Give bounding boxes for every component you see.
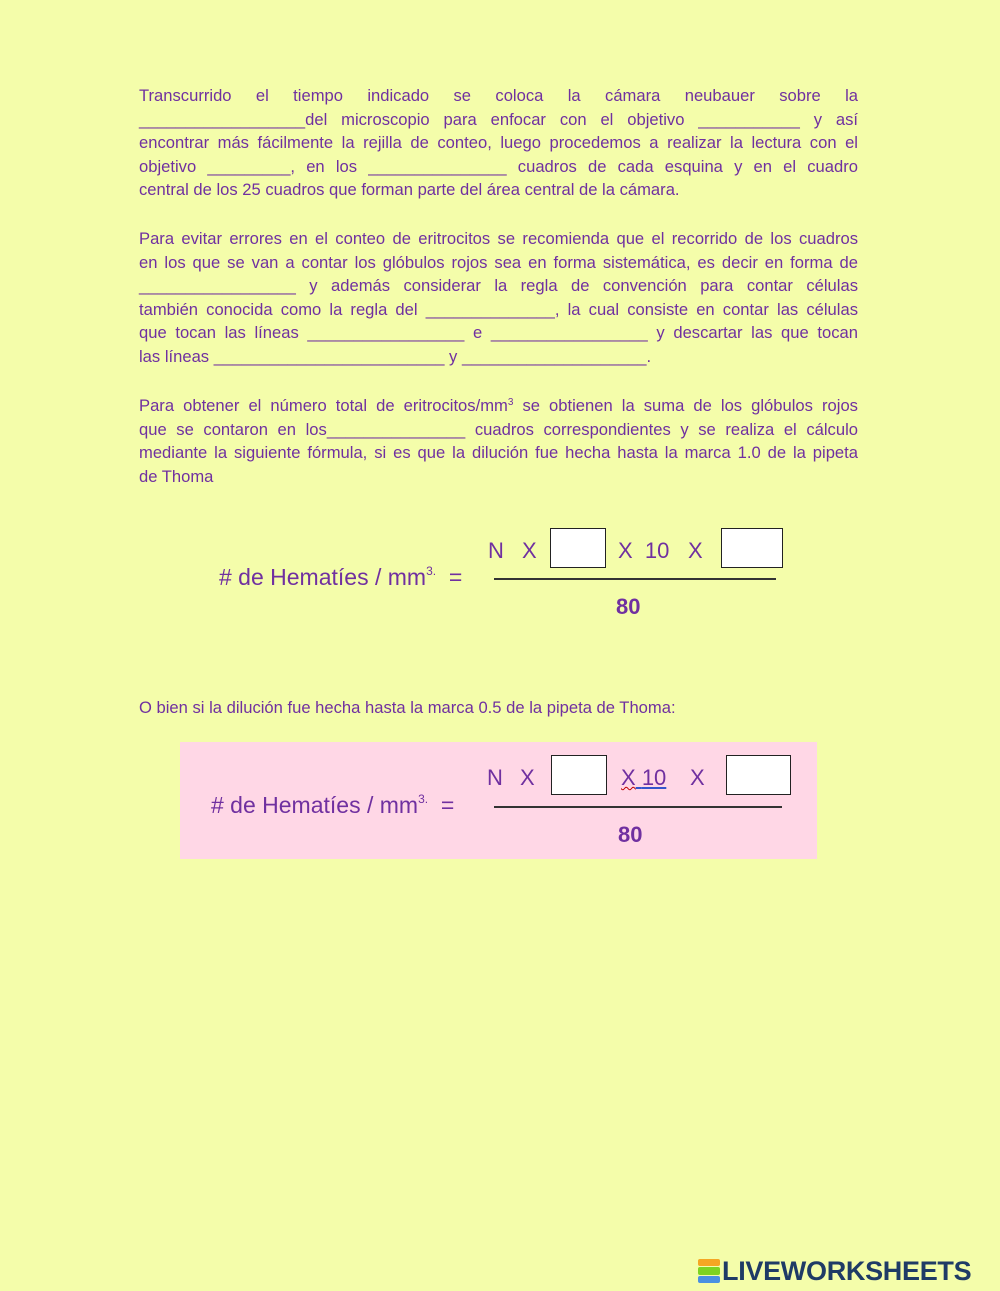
formula-denominator: 80	[618, 822, 643, 847]
answer-box[interactable]	[550, 528, 606, 568]
text-line: en los que se van a contar los glóbulos rojos sea en forma sistemática, es decir en forma de	[139, 252, 858, 272]
text-line: de Thoma	[139, 466, 214, 486]
formula-n: N	[488, 538, 504, 563]
formula-x: X	[520, 765, 535, 790]
formula-denominator: 80	[616, 594, 641, 619]
answer-box[interactable]	[726, 755, 791, 795]
text-line: Para evitar errores en el conteo de eritrocitos se recomienda que el recorrido de los cuadros	[139, 229, 858, 248]
formula-x10: X 10	[621, 765, 667, 790]
formula-n: N	[487, 765, 503, 790]
text-line: Para obtener el número total de eritrocitos/$mm^3$ se obtienen la suma de los glóbulos rojos	[139, 396, 858, 415]
formula-label: # de Hematíes / $mm^{3.}$ =	[219, 564, 463, 590]
text-line: central de los 25 cuadros que forman parte del área central de la cámara.	[139, 180, 680, 199]
formula-x: X	[688, 538, 703, 563]
text-line: que tocan las líneas _________________ e _________________ y descartar las que tocan	[139, 323, 858, 342]
paragraph-neubauer	[139, 84, 858, 202]
formula-x10: X 10	[618, 538, 670, 563]
text-line: mediante la siguiente fórmula, si es que la dilución fue hecha hasta la marca 1.0 de la pipeta	[139, 443, 858, 462]
text-line: objetivo _________, en los _______________ cuadros de cada esquina y en el cuadro	[139, 156, 858, 176]
liveworksheets-logo	[698, 1254, 971, 1288]
text-line: las líneas _________________________ y ____________________.	[139, 346, 652, 366]
fraction-bar	[494, 806, 782, 808]
text-line: que se contaron en los_______________ cuadros correspondientes y se realiza el cálculo	[139, 419, 858, 439]
text-line: O bien si la dilución fue hecha hasta la marca 0.5 de la pipeta de Thoma:	[139, 698, 676, 717]
formula-label: # de Hematíes / $mm^{3.}$ =	[211, 792, 455, 818]
paragraph-formula-intro	[139, 394, 858, 488]
fraction-bar	[494, 578, 776, 580]
paragraph-dilucion	[139, 696, 858, 720]
paragraph-conteo	[139, 227, 858, 368]
text-line: _________________ y además considerar la regla de convención para contar células	[139, 276, 858, 295]
answer-box[interactable]	[551, 755, 607, 795]
formula-x: X	[522, 538, 537, 563]
answer-box[interactable]	[721, 528, 783, 568]
text-line: Transcurrido el tiempo indicado se coloca la cámara neubauer sobre la	[139, 86, 858, 105]
formula-x: X	[690, 765, 705, 790]
text-line: también conocida como la regla del ______________, la cual consiste en contar las células	[139, 299, 858, 319]
logo-icon	[698, 1259, 720, 1283]
text-line: __________________del microscopio para enfocar con el objetivo ___________ y así	[139, 109, 858, 129]
logo-text: LIVEWORKSHEETS	[722, 1255, 972, 1286]
text-line: encontrar más fácilmente la rejilla de conteo, luego procedemos a realizar la lectura con el	[139, 133, 858, 152]
superscript: 3	[507, 397, 514, 408]
